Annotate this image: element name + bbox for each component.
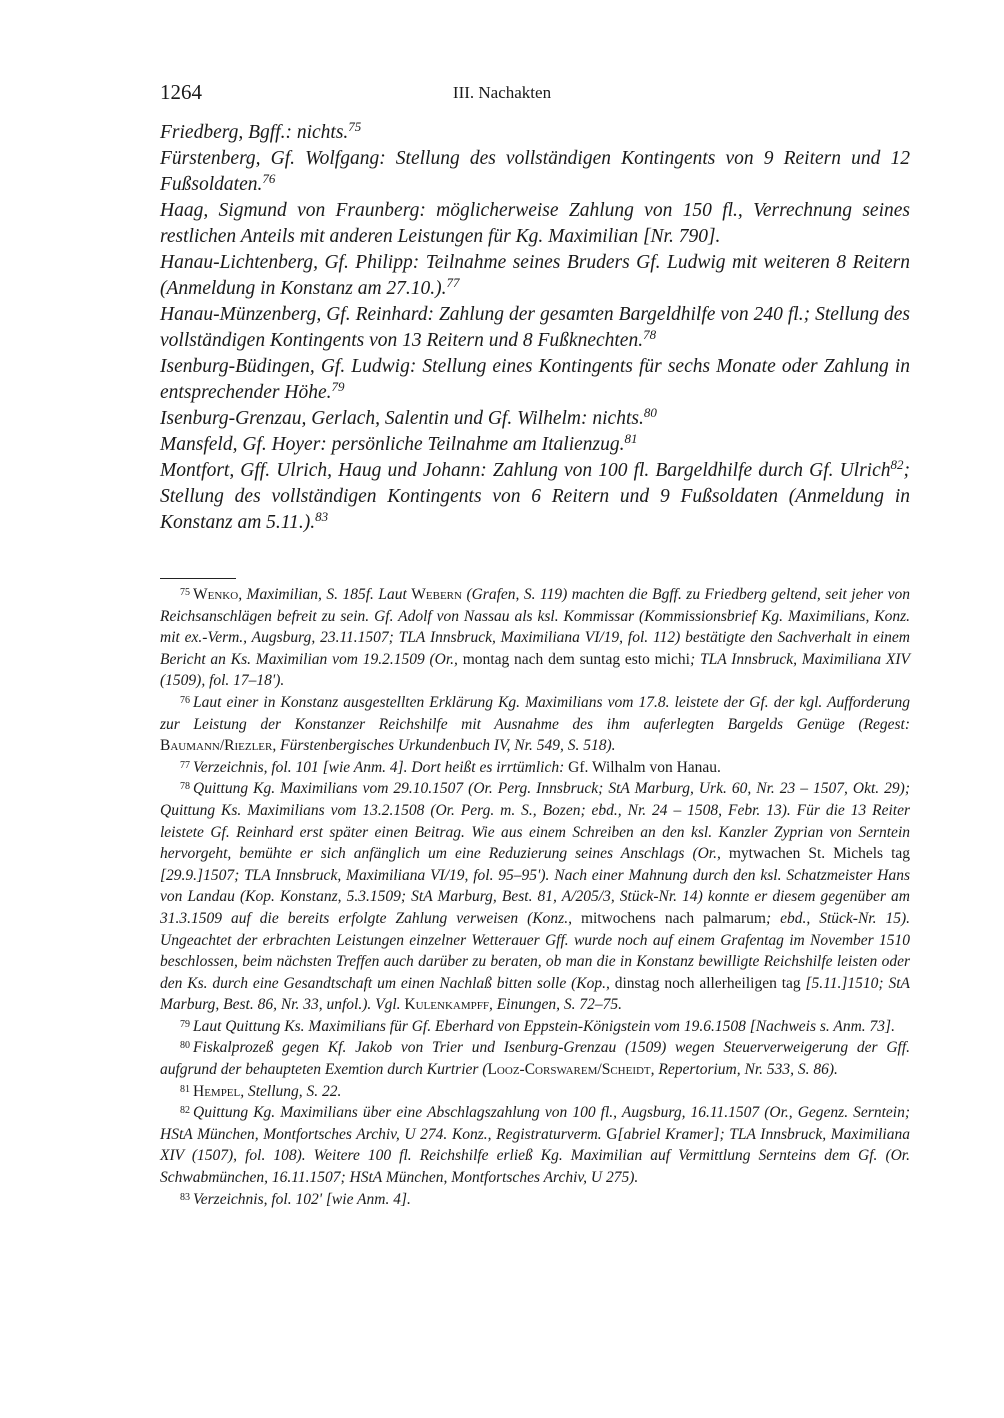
entry-mansfeld: Mansfeld, Gf. Hoyer: persönliche Teilnahme am Italienzug.$^{81}$ — [160, 431, 638, 455]
footnote-number: 77 — [180, 759, 190, 771]
footnote-ref[interactable]: 80 — [643, 405, 657, 420]
footnote-number: 81 — [180, 1083, 190, 1095]
footnote-ref[interactable]: 79 — [331, 379, 345, 394]
footnote-ref[interactable]: 83 — [315, 509, 329, 524]
footnote-number: 76 — [180, 694, 190, 706]
footnote-77: $^{77}$ Verzeichnis, fol. 101 [wie Anm. 4]. Dort heißt es irrtümlich: Gf. Wilhalm von Hanau. — [180, 758, 721, 776]
footnote-78: $^{78}$ Quittung Kg. Maximilians vom 29.10.1507 (Or. Perg. Innsbruck; StA Marburg, Urk. 60, Nr. 23 – 1507, Okt. 29); Quittung Ks. Maximilians vom 13.2.1508 (Or. Perg. m. S., Bozen; ebd., Nr. 24 – 1508, Febr. 13). Für die 13 Reiter leistete Gf. Reinhard erst später einen Beitrag. Wie aus einem Schreiben an den ksl. Kanzler Zyprian von Serntein hervorgeht, bemühte er sich anfänglich um eine Reduzierung seines Anschlags (Or., mytwachen St. Michels tag [29.9.]1507; TLA Innsbruck, Maximiliana VI/19, fol. 95–95'). Nach einer Mahnung durch den ksl. Schatzmeister Hans von Landau (Kop. Konstanz, 5.3.1509; StA Marburg, Best. 81, A/205/3, Stück-Nr. 14) konnte er diesem gegenüber am 31.3.1509 auf die bereits erfolgte Zahlung verweisen (Konz., mitwochens nach palmarum; ebd., Stück-Nr. 15). Ungeachtet der erbrachten Leistungen einzelner Wetterauer Gff. wurde noch auf einem Grafentag im November 1510 beschlossen, beim nächsten Treffen auch darüber zu beraten, ob man die in Konstanz bewilligte Reichshilfe leisten oder den Ks. durch eine Gesandtschaft um einen Nachlaß bitten solle (Kop., dinstag noch allerheiligen tag [5.11.]1510; StA Marburg, Best. 86, Nr. 33, unfol.). Vgl. Kulenkampff, Einungen, S. 72–75. — [160, 780, 911, 1014]
footnote-ref[interactable]: 78 — [643, 327, 657, 342]
footnote-76: $^{76}$ Laut einer in Konstanz ausgestellten Erklärung Kg. Maximilians vom 17.8. leistete der Gf. der kgl. Aufforderung zur Leistung der Konstanzer Reichshilfe mit Ausnahme des ihm auferlegten Bargelds Genüge (Regest: Baumann/Riezler, Fürstenbergisches Urkundenbuch IV, Nr. 549, S. 518). — [160, 693, 910, 755]
entry-fuerstenberg: Fürstenberg, Gf. Wolfgang: Stellung des vollständigen Kontingents von 9 Reitern und 12 Fußsoldaten.$^{76}$ — [160, 148, 910, 195]
entry-friedberg: Friedberg, Bgff.: nichts.$^{75}$ — [160, 119, 362, 143]
entry-hanau-muenzenberg: Hanau-Münzenberg, Gf. Reinhard: Zahlung der gesamten Bargeldhilfe von 240 fl.; Stellung des vollständigen Kontingents von 13 Reitern und 8 Fußknechten.$^{78}$ — [160, 304, 910, 351]
footnotes — [160, 584, 910, 1210]
running-head: III. Nachakten — [452, 83, 552, 102]
footnote-number: 75 — [180, 587, 190, 598]
footnote-separator — [160, 578, 236, 579]
footnote-ref[interactable]: 76 — [262, 171, 276, 186]
entry-hanau-lichtenberg: Hanau-Lichtenberg, Gf. Philipp: Teilnahme seines Bruders Gf. Ludwig mit weiteren 8 Reitern (Anmeldung in Konstanz am 27.10.).$^{77}$ — [160, 252, 910, 299]
footnote-number: 79 — [180, 1018, 190, 1030]
footnote-79: $^{79}$ Laut Quittung Ks. Maximilians für Gf. Eberhard von Eppstein-Königstein vom 19.6.1508 [Nachweis s. Anm. 73]. — [180, 1017, 895, 1035]
footnote-83: $^{83}$ Verzeichnis, fol. 102' [wie Anm. 4]. — [180, 1190, 411, 1208]
footnote-82: $^{82}$ Quittung Kg. Maximilians über eine Abschlagszahlung von 100 fl., Augsburg, 16.11.1507 (Or., Gegenz. Serntein; HStA München, Montfortsches Archiv, U 274. Konz., Registraturverm. G[abriel Kramer]; TLA Innsbruck, Maximiliana XIV (1507), fol. 108). Weitere 100 fl. Reichshilfe erließ Kg. Maximilian auf Vermittlung Sernteins dem Gf. (Or. Schwabmünchen, 16.11.1507; HStA München, Montfortsches Archiv, U 275). — [160, 1104, 910, 1187]
footnote-81: $^{81}$ Hempel, Stellung, S. 22. — [180, 1082, 342, 1100]
footnote-ref[interactable]: 82 — [890, 457, 904, 472]
footnote-number: 78 — [180, 781, 190, 793]
footnote-ref[interactable]: 81 — [624, 431, 638, 446]
entry-haag: Haag, Sigmund von Fraunberg: möglicherweise Zahlung von 150 fl., Verrechnung seines restlichen Anteils mit anderen Leistungen für Kg. Maximilian [Nr. 790]. — [160, 200, 910, 247]
entry-list — [160, 120, 910, 536]
footnote-ref[interactable]: 75 — [348, 119, 362, 134]
footnote-ref[interactable]: 77 — [446, 275, 460, 290]
page-number: 1264 — [160, 80, 202, 104]
entry-isenburg-buedingen: Isenburg-Büdingen, Gf. Ludwig: Stellung eines Kontingents für sechs Monate oder Zahlung in entsprechender Höhe.$^{79}$ — [160, 356, 910, 403]
footnote-number: 83 — [180, 1191, 190, 1203]
entry-isenburg-grenzau: Isenburg-Grenzau, Gerlach, Salentin und Gf. Wilhelm: nichts.$^{80}$ — [160, 405, 657, 429]
entry-montfort: Montfort, Gff. Ulrich, Haug und Johann: Zahlung von 100 fl. Bargeldhilfe durch Gf. Ulrich$^{82}$; Stellung des vollständigen Kontingents von 6 Reitern und 9 Fußsoldaten (Anmeldung in Konstanz am 5.11.).$^{83}$ — [160, 457, 910, 533]
footnote-75: $^{75}$ Wenko, Maximilian, S. 185f. Laut Webern (Grafen, S. 119) machten die Bgff. zu Friedberg geltend, seit jeher von Reichsanschlägen befreit zu sein. Gf. Adolf von Nassau als ksl. Kommissar (Kommissionsbrief Kg. Maximilians, Konz. mit ex.-Verm., Augsburg, 23.11.1507; TLA Innsbruck, Maximiliana VI/19, fol. 112) bestätigte den Sachverhalt in einem Bericht an Ks. Maximilian vom 19.2.1509 (Or., montag nach dem suntag esto michi; TLA Innsbruck, Maximiliana XIV (1509), fol. 17–18'). — [160, 586, 910, 690]
footnote-80: $^{80}$ Fiskalprozeß gegen Kf. Jakob von Trier und Isenburg-Grenzau (1509) wegen Steuerverweigerung der Gff. aufgrund der behaupteten Exemtion durch Kurtrier (Looz-Corswarem/Scheidt, Repertorium, Nr. 533, S. 86). — [160, 1039, 910, 1079]
footnote-number: 82 — [180, 1105, 190, 1117]
footnote-number: 80 — [180, 1040, 190, 1052]
